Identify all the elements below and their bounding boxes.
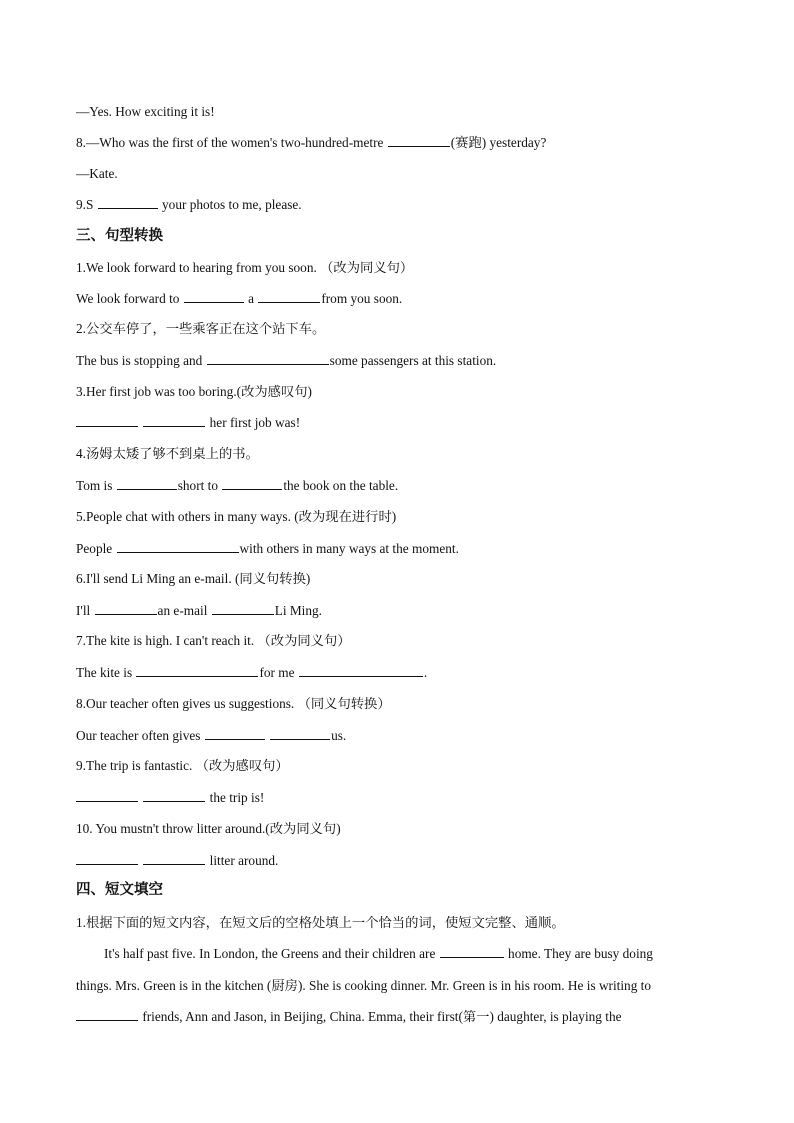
p3-q9-text: 9.The trip is fantastic. （改为感叹句） bbox=[76, 758, 289, 773]
p3-a8-blank1[interactable] bbox=[205, 727, 265, 740]
p3-q7-text: 7.The kite is high. I can't reach it. （改为同义句） bbox=[76, 633, 351, 648]
p4-line1-part1: It's half past five. In London, the Greens and their children are bbox=[104, 946, 436, 961]
p3-a10-blank2[interactable] bbox=[143, 852, 205, 865]
p3-q4 bbox=[76, 445, 734, 463]
p3-a7-part1: The kite is bbox=[76, 665, 133, 680]
p3-a5 bbox=[76, 540, 734, 558]
p3-q3-text: 3.Her first job was too boring.(改为感叹句) bbox=[76, 384, 312, 399]
q7-reply-text: —Yes. How exciting it is! bbox=[76, 104, 215, 119]
p3-a7-part2: for me bbox=[259, 665, 295, 680]
p3-a8 bbox=[76, 727, 734, 745]
p3-q7 bbox=[76, 632, 734, 650]
q8-reply bbox=[76, 165, 734, 183]
p3-a4 bbox=[76, 477, 734, 495]
q8-blank[interactable] bbox=[388, 134, 450, 147]
p3-a3-part1: her first job was! bbox=[209, 415, 301, 430]
p3-q8-text: 8.Our teacher often gives us suggestions. （同义句转换） bbox=[76, 696, 391, 711]
q9-blank[interactable] bbox=[98, 196, 158, 209]
p3-q9 bbox=[76, 757, 734, 775]
p3-a1 bbox=[76, 290, 734, 308]
p4-blank1[interactable] bbox=[440, 945, 504, 958]
p3-q6 bbox=[76, 570, 734, 588]
p4-para-line2 bbox=[76, 977, 734, 995]
q8-prefix: 8.—Who was the first of the women's two-hundred-metre bbox=[76, 135, 384, 150]
p3-a7-blank1[interactable] bbox=[136, 664, 258, 677]
p4-line1-part2: home. They are busy doing bbox=[508, 946, 653, 961]
p3-a1-part1: We look forward to bbox=[76, 291, 180, 306]
p3-q5 bbox=[76, 508, 734, 526]
p3-q8 bbox=[76, 695, 734, 713]
p3-a7-part3: . bbox=[423, 665, 428, 680]
p3-q10-text: 10. You mustn't throw litter around.(改为同义句) bbox=[76, 821, 341, 836]
q9-prefix: 9.S bbox=[76, 197, 94, 212]
p3-a6-part2: an e-mail bbox=[157, 603, 208, 618]
p4-instruction-text: 1.根据下面的短文内容，在短文后的空格处填上一个恰当的词，使短文完整、通顺。 bbox=[76, 915, 565, 930]
p3-a7 bbox=[76, 664, 734, 682]
q9-question bbox=[76, 196, 734, 214]
p4-instruction bbox=[76, 914, 734, 932]
p3-a2-part2: some passengers at this station. bbox=[329, 353, 497, 368]
p3-a1-part3: from you soon. bbox=[321, 291, 403, 306]
p3-a3 bbox=[76, 414, 734, 432]
p3-a5-part1: People bbox=[76, 541, 113, 556]
p3-a9-blank2[interactable] bbox=[143, 789, 205, 802]
p3-a9-part1: the trip is! bbox=[209, 790, 265, 805]
p3-a9-blank1[interactable] bbox=[76, 789, 138, 802]
p3-a4-part2: short to bbox=[177, 478, 218, 493]
p3-a8-part2: us. bbox=[331, 728, 347, 743]
p3-q1-text: 1.We look forward to hearing from you soon. （改为同义句） bbox=[76, 260, 414, 275]
p4-line2-text: things. Mrs. Green is in the kitchen (厨房). She is cooking dinner. Mr. Green is in his room. He is writing to bbox=[76, 978, 652, 993]
p3-a6-part1: I'll bbox=[76, 603, 91, 618]
section-4-heading: 四、短文填空 bbox=[76, 882, 163, 898]
p3-a4-blank2[interactable] bbox=[222, 477, 282, 490]
q8-question bbox=[76, 134, 734, 152]
p3-a6-part3: Li Ming. bbox=[274, 603, 322, 618]
q7-reply bbox=[76, 103, 734, 121]
q8-suffix: (赛跑) yesterday? bbox=[450, 135, 547, 150]
section-3-heading: 三、句型转换 bbox=[76, 228, 163, 244]
q9-suffix: your photos to me, please. bbox=[162, 197, 302, 212]
p3-a4-part1: Tom is bbox=[76, 478, 113, 493]
p3-a10-part1: litter around. bbox=[209, 853, 279, 868]
p3-a1-blank2[interactable] bbox=[258, 290, 320, 303]
p3-a8-blank2[interactable] bbox=[270, 727, 330, 740]
p3-a7-blank2[interactable] bbox=[299, 664, 423, 677]
p3-q1 bbox=[76, 259, 734, 277]
p3-a3-blank1[interactable] bbox=[76, 414, 138, 427]
p3-a1-blank1[interactable] bbox=[184, 290, 244, 303]
p3-a9 bbox=[76, 789, 734, 807]
p4-blank2[interactable] bbox=[76, 1008, 138, 1021]
p3-a4-part3: the book on the table. bbox=[283, 478, 399, 493]
p3-a2-blank1[interactable] bbox=[207, 352, 329, 365]
p3-a6-blank1[interactable] bbox=[95, 602, 157, 615]
p3-a8-part1: Our teacher often gives bbox=[76, 728, 201, 743]
p4-line3-text: friends, Ann and Jason, in Beijing, China. Emma, their first(第一) daughter, is playing the bbox=[142, 1009, 622, 1024]
p4-para-line1 bbox=[104, 945, 734, 963]
p3-a2 bbox=[76, 352, 734, 370]
p3-q5-text: 5.People chat with others in many ways. (改为现在进行时) bbox=[76, 509, 397, 524]
p3-a10 bbox=[76, 852, 734, 870]
p3-a5-blank1[interactable] bbox=[117, 540, 239, 553]
p3-q3 bbox=[76, 383, 734, 401]
p3-a4-blank1[interactable] bbox=[117, 477, 177, 490]
p3-a6-blank2[interactable] bbox=[212, 602, 274, 615]
p3-q4-text: 4.汤姆太矮了够不到桌上的书。 bbox=[76, 446, 259, 461]
p3-a6 bbox=[76, 602, 734, 620]
p4-para-line3 bbox=[76, 1008, 734, 1026]
p3-a2-part1: The bus is stopping and bbox=[76, 353, 203, 368]
q8-reply-text: —Kate. bbox=[76, 166, 118, 181]
p3-a10-blank1[interactable] bbox=[76, 852, 138, 865]
p3-q6-text: 6.I'll send Li Ming an e-mail. (同义句转换) bbox=[76, 571, 311, 586]
p3-a5-part2: with others in many ways at the moment. bbox=[239, 541, 459, 556]
p3-q10 bbox=[76, 820, 734, 838]
p3-q2-text: 2.公交车停了，一些乘客正在这个站下车。 bbox=[76, 321, 326, 336]
p3-q2 bbox=[76, 320, 734, 338]
p3-a1-part2: a bbox=[248, 291, 254, 306]
p3-a3-blank2[interactable] bbox=[143, 414, 205, 427]
